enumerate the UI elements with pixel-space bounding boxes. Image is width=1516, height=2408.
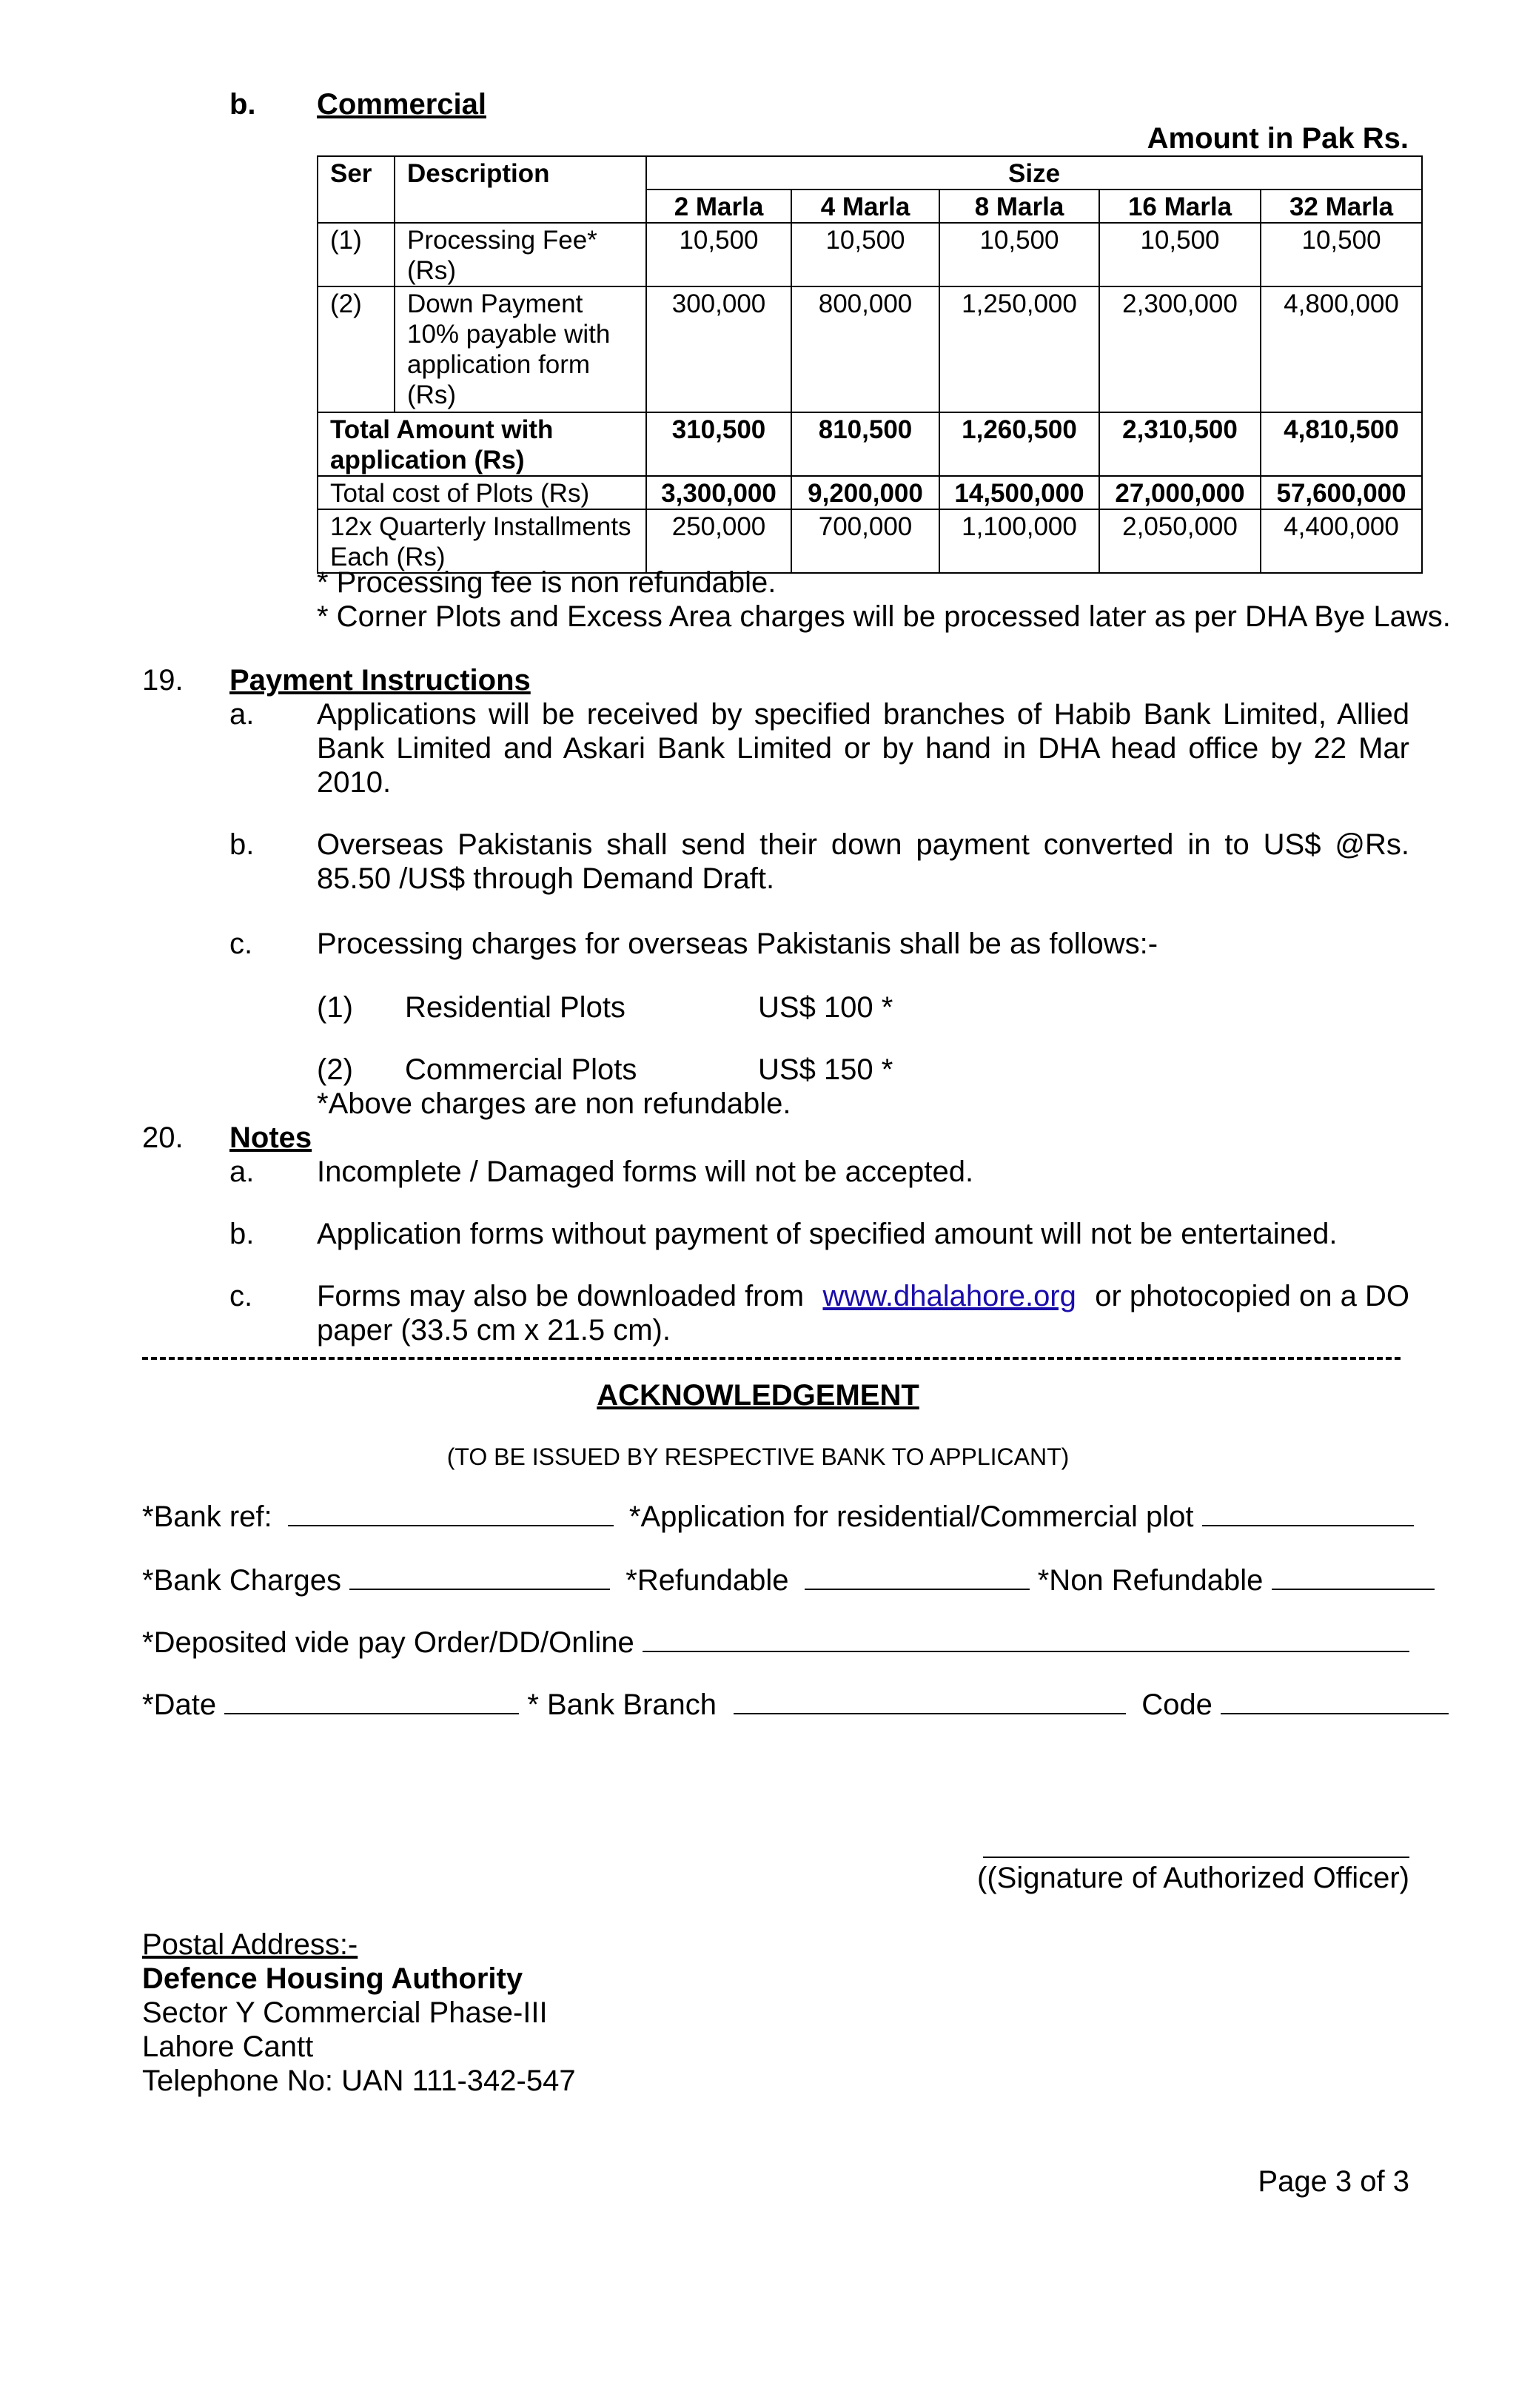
table-cell: 10,500 [1261, 223, 1422, 286]
table-header-row [318, 156, 1422, 190]
text: or photocopied on a DO [1095, 1280, 1409, 1312]
table-cell: 4,400,000 [1261, 509, 1422, 573]
table-cell: 1,100,000 [939, 509, 1099, 573]
paragraph-line: paper (33.5 cm x 21.5 cm). [317, 1314, 671, 1346]
table-cell: 2,310,500 [1099, 412, 1261, 476]
item-label: c. [229, 1280, 253, 1312]
refundable-label: *Refundable [625, 1564, 789, 1597]
section-title: Notes [229, 1121, 312, 1154]
application-for-field[interactable] [1202, 1500, 1414, 1526]
table-cell: 810,500 [791, 412, 939, 476]
size-header: 8 Marla [939, 190, 1099, 223]
table-row [318, 286, 1422, 412]
item-label: b. [229, 828, 255, 861]
code-field[interactable] [1221, 1688, 1449, 1714]
list-number: (1) [317, 991, 353, 1024]
ack-title: ACKNOWLEDGEMENT [597, 1379, 919, 1412]
list-item-amount: US$ 100 * [758, 991, 893, 1024]
bank-charges-field[interactable] [349, 1563, 610, 1590]
bank-charges-label: *Bank Charges [142, 1564, 342, 1597]
non-refundable-label: *Non Refundable [1037, 1564, 1264, 1597]
paragraph: Processing charges for overseas Pakistanis shall be as follows:- [317, 928, 1158, 960]
list-item-amount: US$ 150 * [758, 1053, 893, 1086]
footnote: * Processing fee is non refundable. [317, 566, 777, 599]
row-ser: (1) [318, 223, 395, 286]
table-cell: 3,300,000 [646, 476, 791, 509]
table-cell: 57,600,000 [1261, 476, 1422, 509]
table-cell: 1,250,000 [939, 286, 1099, 412]
table-cell: 27,000,000 [1099, 476, 1261, 509]
refundable-field[interactable] [805, 1563, 1030, 1590]
table-row-total-with-application [318, 412, 1422, 476]
fees-table [317, 155, 1423, 574]
page-number: Page 3 of 3 [1258, 2165, 1409, 2198]
website-link[interactable]: www.dhalahore.org [822, 1280, 1076, 1312]
row-description: Total Amount with application (Rs) [318, 412, 646, 476]
form-line [142, 1626, 1409, 1660]
table-cell: 10,500 [1099, 223, 1261, 286]
address-line: Lahore Cantt [142, 2030, 314, 2063]
form-line [142, 1563, 1435, 1597]
row-description: 12x Quarterly Installments Each (Rs) [318, 509, 646, 573]
deposited-field[interactable] [643, 1626, 1409, 1652]
address-heading: Postal Address:- [142, 1928, 358, 1961]
table-cell: 10,500 [646, 223, 791, 286]
table-cell: 9,200,000 [791, 476, 939, 509]
table-cell: 250,000 [646, 509, 791, 573]
list-item-label: Commercial Plots [405, 1053, 637, 1086]
amount-note: Amount in Pak Rs. [1147, 122, 1409, 155]
item-label: a. [229, 1156, 255, 1188]
paragraph-line [317, 1279, 1409, 1313]
section-number: 20. [142, 1121, 184, 1154]
paragraph: Incomplete / Damaged forms will not be accepted. [317, 1156, 974, 1188]
table-cell: 4,800,000 [1261, 286, 1422, 412]
table-cell: 14,500,000 [939, 476, 1099, 509]
header-ser: Ser [318, 156, 395, 223]
paragraph: Application forms without payment of specified amount will not be entertained. [317, 1218, 1338, 1250]
code-label: Code [1141, 1688, 1213, 1721]
deposited-label: *Deposited vide pay Order/DD/Online [142, 1626, 634, 1659]
size-header: 2 Marla [646, 190, 791, 223]
bank-branch-label: * Bank Branch [527, 1688, 717, 1721]
row-description: Processing Fee* (Rs) [395, 223, 646, 286]
signature-caption: ((Signature of Authorized Officer) [977, 1862, 1409, 1894]
address-org: Defence Housing Authority [142, 1962, 523, 1995]
footnote: * Corner Plots and Excess Area charges will be processed later as per DHA Bye Laws. [317, 600, 1451, 633]
application-for-label: *Application for residential/Commercial plot [628, 1500, 1194, 1533]
section-title: Commercial [317, 88, 486, 121]
table-row [318, 223, 1422, 286]
row-description: Total cost of Plots (Rs) [318, 476, 646, 509]
list-item-label: Residential Plots [405, 991, 625, 1024]
list-number: (2) [317, 1053, 353, 1086]
paragraph: Applications will be received by specified branches of Habib Bank Limited, Allied Bank Limited and Askari Bank Limited or by hand in DHA head office by 22 Mar 2010. [317, 698, 1409, 799]
bank-ref-label: *Bank ref: [142, 1500, 272, 1533]
bank-branch-field[interactable] [734, 1688, 1126, 1714]
table-row-total-cost [318, 476, 1422, 509]
table-cell: 2,050,000 [1099, 509, 1261, 573]
table-cell: 10,500 [939, 223, 1099, 286]
signature-line[interactable] [983, 1857, 1409, 1858]
table-cell: 4,810,500 [1261, 412, 1422, 476]
text: Forms may also be downloaded from [317, 1280, 805, 1312]
table-row-installments [318, 509, 1422, 573]
non-refundable-field[interactable] [1272, 1563, 1435, 1590]
note: *Above charges are non refundable. [317, 1087, 791, 1120]
section-number: 19. [142, 664, 184, 697]
bank-ref-field[interactable] [288, 1500, 614, 1526]
item-label: b. [229, 1218, 255, 1250]
address-line: Sector Y Commercial Phase-III [142, 1996, 548, 2029]
ack-subtitle: (TO BE ISSUED BY RESPECTIVE BANK TO APPLICANT) [446, 1443, 1070, 1470]
cut-line [142, 1357, 1401, 1360]
table-cell: 800,000 [791, 286, 939, 412]
section-title: Payment Instructions [229, 664, 531, 697]
size-header: 4 Marla [791, 190, 939, 223]
row-description: Down Payment 10% payable with application form (Rs) [395, 286, 646, 412]
row-ser: (2) [318, 286, 395, 412]
header-description: Description [395, 156, 646, 223]
table-cell: 1,260,500 [939, 412, 1099, 476]
table-cell: 310,500 [646, 412, 791, 476]
item-label: c. [229, 928, 253, 960]
address-phone: Telephone No: UAN 111-342-547 [142, 2065, 576, 2097]
paragraph: Overseas Pakistanis shall send their down payment converted in to US$ @Rs. 85.50 /US$ through Demand Draft. [317, 828, 1409, 895]
table-cell: 2,300,000 [1099, 286, 1261, 412]
form-line [142, 1500, 1414, 1534]
item-label: a. [229, 698, 255, 731]
date-label: *Date [142, 1688, 217, 1721]
header-size: Size [646, 156, 1422, 190]
section-label: b. [229, 88, 256, 121]
table-cell: 300,000 [646, 286, 791, 412]
table-cell: 10,500 [791, 223, 939, 286]
date-field[interactable] [224, 1688, 519, 1714]
form-line [142, 1688, 1449, 1722]
size-header: 32 Marla [1261, 190, 1422, 223]
size-header: 16 Marla [1099, 190, 1261, 223]
table-cell: 700,000 [791, 509, 939, 573]
